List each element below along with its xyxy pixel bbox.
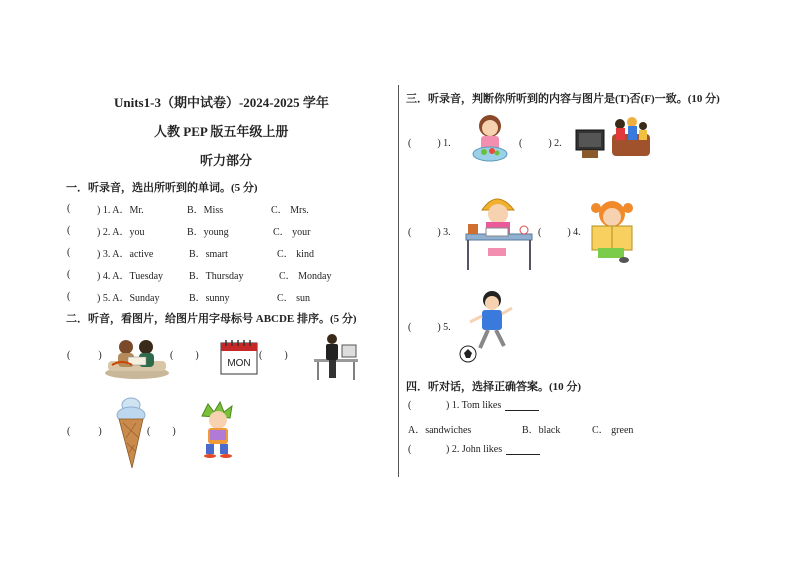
answer-paren-open[interactable]: ( [408,444,412,455]
answer-paren-open[interactable]: ( [67,269,71,280]
girl-washing-picture [470,112,510,164]
answer-paren-open[interactable]: ( [408,400,412,411]
answer-blank[interactable]: ( ) 1. [408,138,451,149]
question-text: ) 2. John likes [446,444,503,455]
option-a: ) 3. A．active [97,249,154,260]
option-b: B．Thursday [189,271,244,282]
question-row [67,267,332,282]
ice-cream-picture [114,393,148,469]
answer-blank[interactable]: ( ) [67,426,102,437]
answer-paren-open[interactable]: ( [67,203,71,214]
calendar-icon [220,339,258,375]
question-row [67,245,314,260]
girl-studying-picture [462,188,534,272]
option-b: B．black [522,425,561,436]
option-c: C． kind [277,249,314,260]
option-a: ) 1. A．Mr. [97,205,144,216]
answer-line[interactable] [505,401,539,411]
answer-paren-open[interactable]: ( [67,291,71,302]
question-text: ) 1. Tom likes [446,400,502,411]
option-a: A．sandwiches [408,425,472,436]
section2-heading: 二．听音，看图片，给图片用字母标号 ABCDE 排序。(5 分) [66,313,357,325]
option-c: C． sun [277,293,311,304]
boy-football-picture [458,288,516,364]
kids-reading-picture [104,335,170,379]
boy-reading-picture [196,402,242,458]
part-heading: 听力部分 [200,153,253,168]
answer-blank[interactable]: ( ) [259,350,288,361]
answer-line[interactable] [506,445,540,455]
calendar-day-text: MON [227,358,251,369]
option-a: ) 2. A．you [97,227,145,238]
answer-blank[interactable]: ( ) [170,350,199,361]
answer-blank[interactable]: ( ) [67,350,102,361]
answer-blank[interactable]: ( ) [147,426,176,437]
question-row [408,444,540,455]
answer-blank[interactable]: ( ) 4. [538,227,581,238]
answer-blank[interactable]: ( ) 2. [519,138,562,149]
option-c: C． Mrs. [271,205,309,216]
question-row [67,289,310,304]
section1-heading: 一．听录音，选出所听到的单词。(5 分) [66,182,258,194]
watching-tv-picture [574,112,652,160]
answer-blank[interactable]: ( ) 3. [408,227,451,238]
option-b: B．sunny [189,293,230,304]
question-row [67,201,309,216]
section4-heading: 四．听对话，选择正确答案。(10 分) [406,381,582,393]
question-row [408,400,539,411]
option-a: ) 4. A．Tuesday [97,271,164,282]
option-c: C． your [273,227,311,238]
option-c: C． Monday [279,271,332,282]
option-c: C． green [592,425,634,436]
option-a: ) 5. A．Sunday [97,293,160,304]
man-at-desk-picture [312,333,362,381]
answer-blank[interactable]: ( ) 5. [408,322,451,333]
option-b: B．young [187,227,229,238]
column-divider [398,85,399,477]
page-subtitle: 人教 PEP 版五年级上册 [154,124,289,139]
answer-paren-open[interactable]: ( [67,225,71,236]
option-b: B．Miss [187,205,224,216]
question-row [67,223,311,238]
page-title: Units1-3（期中试卷）-2024-2025 学年 [114,95,329,110]
option-row [408,421,633,436]
answer-paren-open[interactable]: ( [67,247,71,258]
section3-heading: 三．听录音，判断你所听到的内容与图片是(T)否(F)一致。(10 分) [406,93,720,105]
girl-reading-picture [588,196,640,264]
option-b: B．smart [189,249,228,260]
